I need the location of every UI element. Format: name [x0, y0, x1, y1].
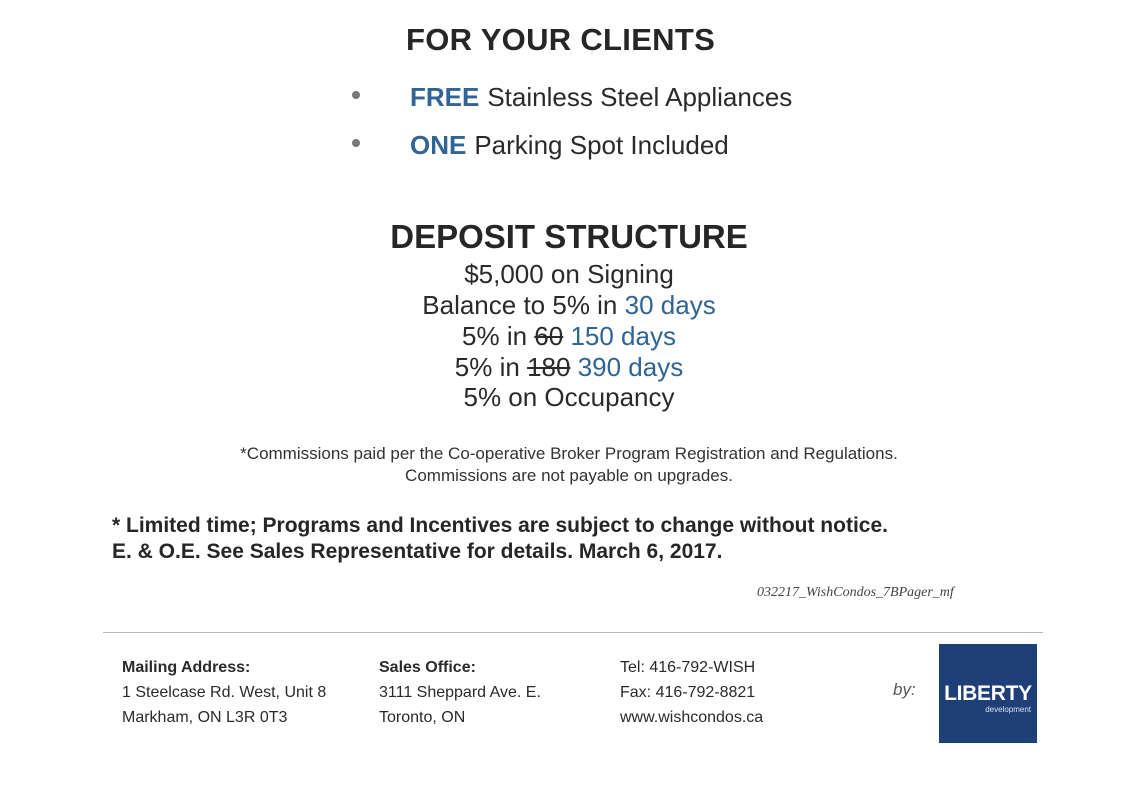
sales-office-line: Toronto, ON: [379, 709, 466, 726]
website-link[interactable]: www.wishcondos.ca: [620, 709, 764, 726]
deposit-line-struck: 60: [534, 321, 564, 351]
document-code: 032217_WishCondos_7BPager_mf: [757, 585, 954, 600]
bullet-highlight: ONE: [410, 130, 467, 160]
commissions-note: *Commissions paid per the Co-operative Broker Program Registration and Regulations.: [240, 444, 898, 463]
by-label: by:: [893, 680, 916, 699]
mailing-address-line: Markham, ON L3R 0T3: [122, 709, 288, 726]
mailing-address-heading: Mailing Address:: [122, 659, 251, 676]
deposit-title: DEPOSIT STRUCTURE: [390, 218, 748, 255]
deposit-line-days: 390 days: [577, 352, 684, 382]
deposit-line-balance: [0, 290, 1138, 321]
deposit-line-days: 30 days: [624, 290, 716, 320]
bullet-item-parking: [352, 130, 729, 161]
mailing-address-line: 1 Steelcase Rd. West, Unit 8: [122, 684, 327, 701]
disclaimer-line-1: * Limited time; Programs and Incentives are subject to change without notice.: [112, 514, 888, 537]
liberty-logo-word: LIBERTY: [944, 682, 1032, 705]
sales-office-block: [379, 655, 541, 730]
bullet-highlight: FREE: [410, 82, 480, 112]
liberty-logo-subtitle: development: [985, 705, 1031, 714]
deposit-line-text: Balance to 5% in: [422, 290, 618, 320]
liberty-logo: [939, 644, 1037, 743]
deposit-line-struck: 180: [527, 352, 571, 382]
contact-block: [620, 655, 763, 730]
commissions-upgrades-note: Commissions are not payable on upgrades.: [405, 466, 733, 485]
deposit-line-signing: $5,000 on Signing: [464, 259, 674, 289]
bullet-dot-icon: [352, 139, 360, 147]
disclaimer-line-2: E. & O.E. See Sales Representative for details. March 6, 2017.: [112, 540, 723, 563]
deposit-line-occupancy: 5% on Occupancy: [463, 382, 675, 412]
footer-divider: [103, 632, 1043, 633]
deposit-line-second: [0, 321, 1138, 352]
deposit-line-text: 5% in: [462, 321, 528, 351]
sales-office-line: 3111 Sheppard Ave. E.: [379, 684, 541, 701]
bullet-text: Parking Spot Included: [474, 130, 729, 160]
bullet-text: Stainless Steel Appliances: [487, 82, 793, 112]
mailing-address-block: [122, 655, 326, 730]
fax-number: Fax: 416-792-8821: [620, 684, 756, 701]
bullet-item-appliances: [352, 82, 792, 113]
clients-title: FOR YOUR CLIENTS: [406, 22, 716, 57]
deposit-line-third: [0, 352, 1138, 383]
deposit-line-days: 150 days: [570, 321, 676, 351]
deposit-line-text: 5% in: [454, 352, 520, 382]
bullet-dot-icon: [352, 91, 360, 99]
sales-office-heading: Sales Office:: [379, 659, 476, 676]
telephone-number: Tel: 416-792-WISH: [620, 659, 756, 676]
